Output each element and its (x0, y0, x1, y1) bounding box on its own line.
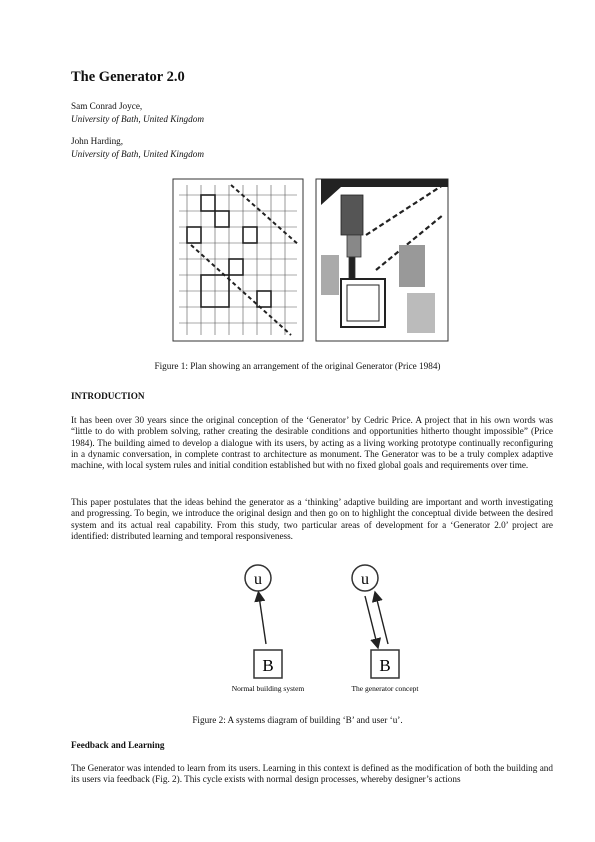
arrow-user-to-building (365, 596, 377, 644)
building-label-left: B (262, 656, 274, 675)
user-label-left: u (254, 571, 262, 588)
diagram-right-caption: The generator concept (351, 684, 419, 693)
author-name: Sam Conrad Joyce, (71, 101, 143, 111)
section-heading-introduction: INTRODUCTION (71, 391, 145, 401)
section-heading-feedback: Feedback and Learning (71, 740, 165, 750)
figure-2-caption: Figure 2: A systems diagram of building ‘B’ and user ‘u’. (192, 715, 403, 725)
arrow-building-to-user (259, 596, 266, 644)
figure-1-plan-image (171, 175, 451, 345)
author-affiliation: University of Bath, United Kingdom (71, 149, 204, 159)
arrow-building-to-user-right (376, 596, 388, 644)
figure-1-caption: Figure 1: Plan showing an arrangement of the original Generator (Price 1984) (154, 361, 441, 371)
author-name: John Harding, (71, 136, 124, 146)
author-affiliation: University of Bath, United Kingdom (71, 114, 204, 124)
paragraph-feedback-1: The Generator was intended to learn from its users. Learning in this context is defined as the modification of both the building and its users via feedback (Fig. 2). This cycle exists with normal design processes, whereby designer’s actions (71, 763, 553, 785)
user-label-right: u (361, 571, 369, 588)
author-block-1 (71, 100, 204, 126)
diagram-left-caption: Normal building system (231, 684, 305, 693)
building-label-right: B (379, 656, 391, 675)
paragraph-intro-2: This paper postulates that the ideas behind the generator as a ‘thinking’ adaptive building are important and worth investigating and progressing. To begin, we introduce the original design and then go on to highlight the conceptual divide between the desired system and its actual real capability. From this study, two particular areas of development for a ‘Generator 2.0’ project are identified: distributed learning and temporal responsiveness. (71, 497, 553, 541)
paragraph-intro-1: It has been over 30 years since the original conception of the ‘Generator’ by Cedric Price. A project that in his own words was “little to do with problem solving, rather creating the desirable conditions and opportunities hitherto thought impossible” (Price 1984). The building aimed to develop a dialogue with its users, by acting as a living working prototype continually reconfiguring in a dynamic conversation, in complete contrast to architecture as monument. The Generator was to be a truly complex adaptive machine, with local system rules and initial condition established but with no fixed global goals and requirements over time. (71, 415, 553, 471)
author-block-2 (71, 135, 204, 161)
figure-2-systems-diagram (226, 560, 426, 700)
paper-title: The Generator 2.0 (71, 69, 185, 85)
